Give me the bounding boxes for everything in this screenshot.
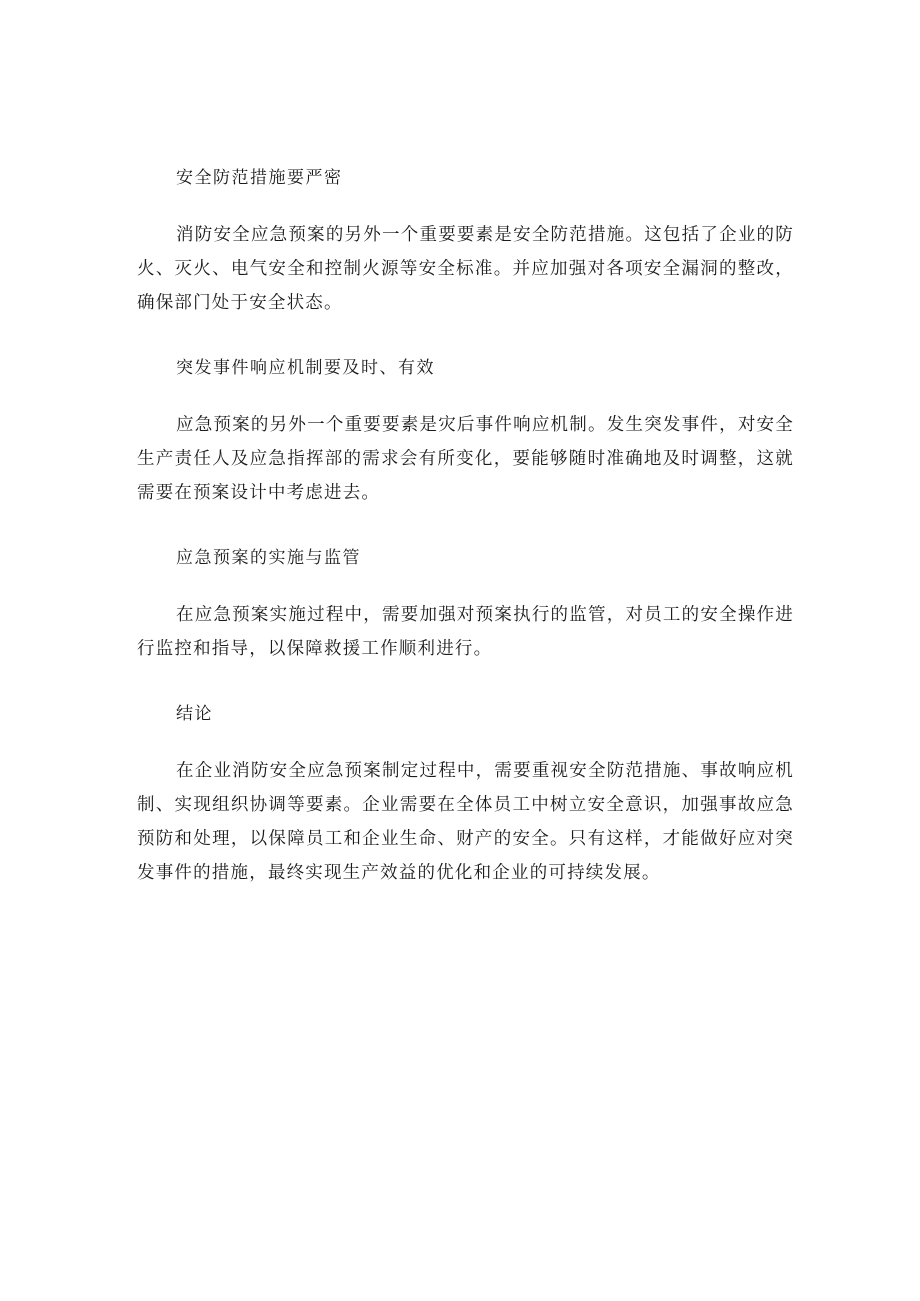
section-safety-measures [137,160,794,320]
section-paragraph: 应急预案的另外一个重要要素是灾后事件响应机制。发生突发事件，对安全生产责任人及应急指挥部的需求会有所变化，要能够随时准确地及时调整，这就需要在预案设计中考虑进去。 [137,415,794,503]
section-emergency-response [137,350,794,510]
section-implementation-supervision [137,540,794,666]
section-paragraph: 在应急预案实施过程中，需要加强对预案执行的监管，对员工的安全操作进行监控和指导，以保障救援工作顺利进行。 [137,605,794,659]
section-heading: 安全防范措施要严密 [176,168,343,188]
section-paragraph: 消防安全应急预案的另外一个重要要素是安全防范措施。这包括了企业的防火、灭火、电气安全和控制火源等安全标准。并应加强对各项安全漏洞的整改，确保部门处于安全状态。 [137,225,794,313]
section-heading: 突发事件响应机制要及时、有效 [176,358,435,378]
section-heading: 应急预案的实施与监管 [176,548,361,568]
section-heading: 结论 [176,704,213,724]
section-conclusion [137,696,794,890]
section-paragraph: 在企业消防安全应急预案制定过程中，需要重视安全防范措施、事故响应机制、实现组织协调等要素。企业需要在全体员工中树立安全意识，加强事故应急预防和处理，以保障员工和企业生命、财产的安全。只有这样，才能做好应对突发事件的措施，最终实现生产效益的优化和企业的可持续发展。 [137,761,794,883]
